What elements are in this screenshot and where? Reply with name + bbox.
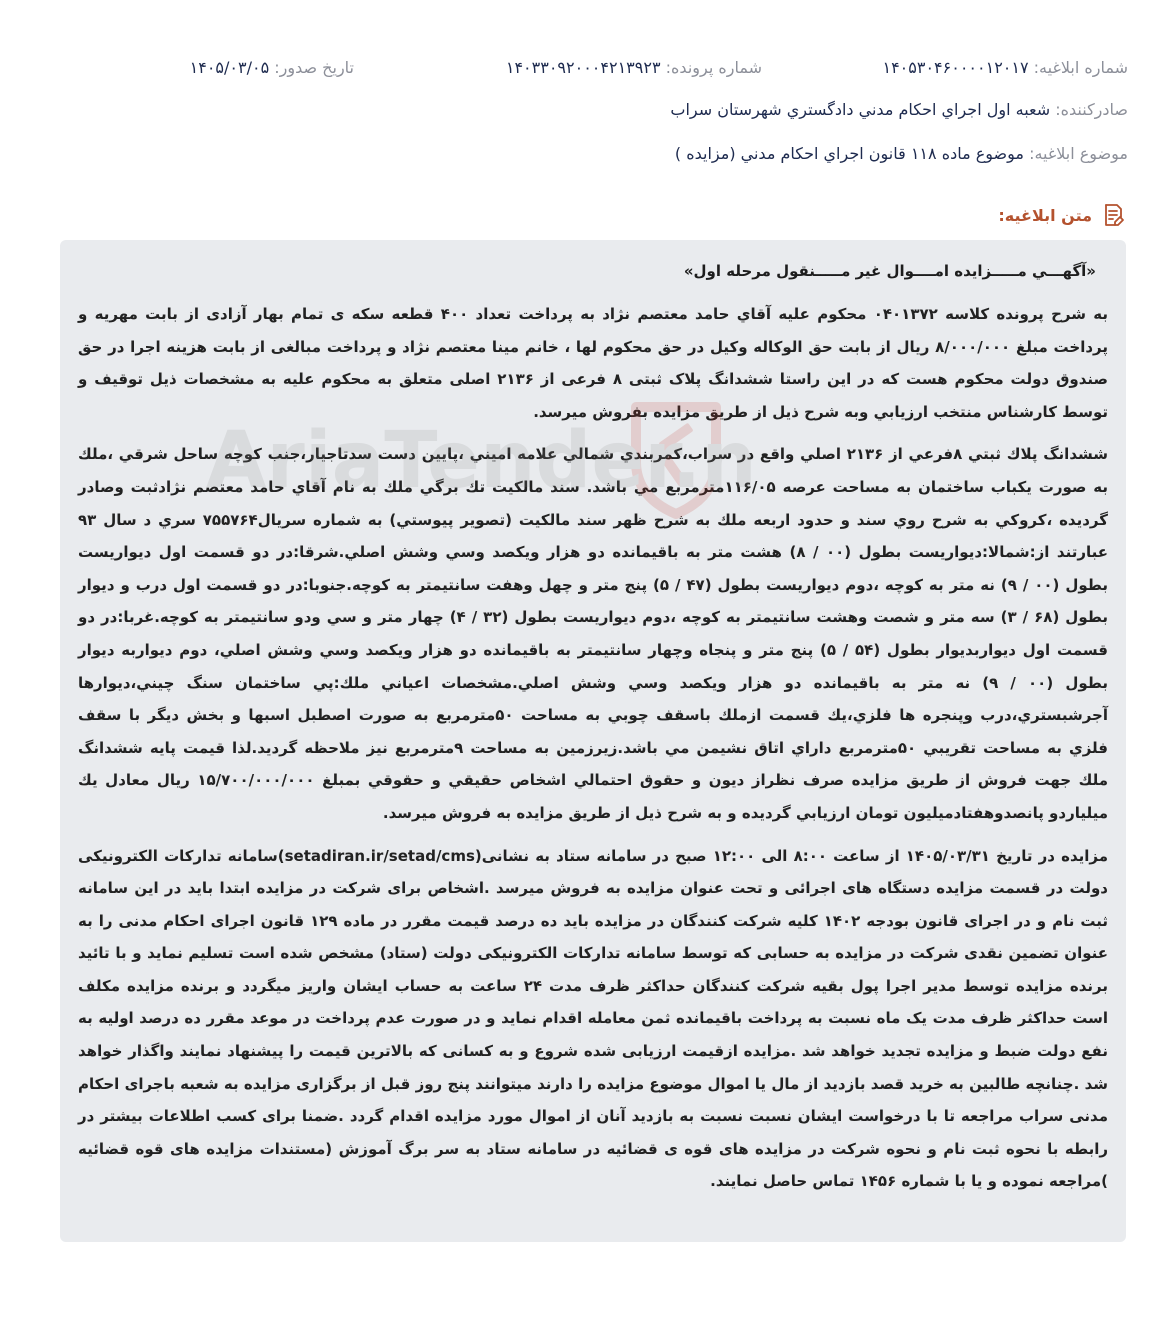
paragraph-auction-terms: مزايده در تاريخ ۱۴۰۵/۰۳/۳۱ از ساعت ۸:۰۰ الی ۱۲:۰۰ صبح در سامانه ستاد به نشانی(setadiran.ir/setad/cms)سامانه تداركات الكترونيكی دولت در قسمت مزايده دستگاه های اجرائی و تحت عنوان مزايده به فروش ميرسد .اشخاص برای شركت در مزايده ابتدا بايد در اين سامانه ثبت نام و در اجرای قانون بودجه ۱۴۰۲ كليه شركت كنندگان در مزايده بايد ده درصد قيمت مقرر در ماده ۱۲۹ قانون اجرای احكام مدنی را به عنوان تضمين نقدی شركت در مزايده به حسابی كه توسط سامانه تداركات الكترونيكی دولت (ستاد) مشخص شده است تسليم نمايد و با تائيد برنده مزايده توسط مدير اجرا پول بقيه شركت كنندگان حداكثر ظرف مدت ۲۴ ساعت به حساب ايشان واريز ميگردد و برنده مزايده مكلف است حداكثر ظرف مدت يک ماه نسبت به پرداخت باقيمانده ثمن معامله اقدام نمايد و در صورت عدم پرداخت در موعد مقرر ده درصد اوليه به نفع دولت ضبط و مزايده تجديد خواهد شد .مزايده ازقيمت ارزيابی شده شروع و به كسانی كه بالاترين قيمت را پيشنهاد نمايند واگذار خواهد شد .چنانچه طالبين به خريد قصد بازديد از مال يا اموال موضوع مزايده را دارند ميتوانند پنج روز قبل از برگزاری مزايده به شعبه باجرای احكام مدنی سراب مراجعه تا با درخواست ايشان نسبت نسبت به بازديد آنان از اموال مورد مزايده اقدام گردد .ضمنا برای كسب اطلاعات بيشتر در رابطه با نحوه ثبت نام و نحوه شركت در مزايده های قوه ی قضائيه در سامانه ستاد به سر برگ آموزش (مستندات مزايده های قوه قضائيه )مراجعه نموده و يا با شماره ۱۴۵۶ تماس حاصل نمايند. <box>78 846 1109 1191</box>
auction-ad-title: «آگهـــي مـــــزايده امــــوال غير مـــــنقول مرحله اول» <box>683 262 1096 280</box>
document-edit-icon <box>1100 202 1126 228</box>
paragraph-property: ششدانگ پلاك ثبتي ۸فرعي از ۲۱۳۶ اصلي واقع در سراب،كمربندي شمالي علامه اميني ،پايين دست سدتاجيار،جنب كوچه ساحل شرقي ،ملك به صورت يكباب ساختمان به مساحت عرصه ۱۱۶/۰۵مترمربع مي باشد. سند مالكيت تك برگي ملك به نام آقاي حامد معتصم نژادثبت وصادر گرديده ،كروكي به شرح روي سند و حدود اربعه ملك به شرح ظهر سند مالكيت (تصوير پيوستي) به شماره سريال۷۵۵۷۶۴ سري د سال ۹۳ عبارتند از:شمالا:ديواريست بطول (۰۰ / ۸) هشت متر به باقيمانده دو هزار ويكصد وسي وشش اصلي.شرقا:در دو قسمت اول ديواريست بطول (۰۰ / ۹) نه متر به كوچه ،دوم ديواريست بطول (۴۷ / ۵) پنج متر و چهل وهفت سانتيمتر به كوچه.جنوبا:در دو قسمت اول درب و ديوار بطول (۶۸ / ۳) سه متر و شصت وهشت سانتيمتر به كوچه ،دوم ديواريست بطول (۳۲ / ۴) چهار متر و سي ودو سانتيمتر به كوچه.غربا:در دو قسمت اول ديواربديوار بطول (۵۴ / ۵) پنج متر و پنجاه وچهار سانتيمتر به باقيمانده دو هزار ويكصد وسي وشش اصلي، دوم ديواربه ديوار بطول (۰۰ / ۹) نه متر به باقيمانده دو هزار ويكصد وسي وشش اصلي.مشخصات اعياني ملك:پي ساختمان سنگ چيني،ديوارها آجرشبستري،درب وپنجره ها فلزي،يك قسمت ازملك باسقف چوبي به مساحت ۵۰مترمربع به صورت اصطبل اسبها و بخش ديگر با سقف فلزي به مساحت تقريبي ۵۰مترمربع داراي اتاق نشيمن مي باشد.زيرزمين به مساحت ۹مترمربع نيز ملاحظه گرديد.لذا قيمت پايه ششدانگ ملك جهت فروش از طريق مزايده صرف نظراز ديون و حقوق احتمالي اشخاص حقيقي و حقوقي بمبلغ ۱۵/۷۰۰/۰۰۰/۰۰۰ ريال معادل يك ميلياردو پانصدوهفتادميليون تومان ارزيابي گرديده و به شرح ذيل از طريق مزايده به فروش ميرسد. <box>78 445 1109 822</box>
notice-number <box>882 58 1128 77</box>
file-number-label: شماره پرونده: <box>665 58 762 77</box>
notice-number-value: ۱۴۰۵۳۰۴۶۰۰۰۰۱۲۰۱۷ <box>882 58 1029 77</box>
issuer-row <box>40 100 1128 119</box>
notice-text-heading <box>998 202 1126 228</box>
subject-label: موضوع ابلاغیه: <box>1029 144 1128 163</box>
notice-text-title: متن ابلاغیه: <box>998 205 1092 225</box>
issue-date-label: تاریخ صدور: <box>274 58 354 77</box>
notice-number-label: شماره ابلاغیه: <box>1033 58 1128 77</box>
notice-content-box <box>60 240 1126 1242</box>
subject-row <box>40 144 1128 163</box>
issuer-label: صادرکننده: <box>1055 100 1128 119</box>
issuer-value: شعبه اول اجراي احكام مدني دادگستري شهرستان سراب <box>670 100 1051 119</box>
subject-value: موضوع ماده ۱۱۸ قانون اجراي احكام مدني (مزايده ) <box>674 144 1024 163</box>
file-number-value: ۱۴۰۳۳۰۹۲۰۰۰۴۲۱۳۹۲۳ <box>505 58 661 77</box>
notice-meta-row <box>40 58 1128 82</box>
issue-date-value: ۱۴۰۵/۰۳/۰۵ <box>189 58 270 77</box>
issue-date <box>190 58 354 77</box>
file-number <box>506 58 762 77</box>
paragraph-case: به شرح پرونده كلاسه ۰۴۰۱۳۷۲ محكوم عليه آقاي حامد معتصم نژاد به پرداخت تعداد ۴۰۰ قطعه سكه ی تمام بهار آزادی از بابت مهريه و پرداخت مبلغ ۸/۰۰۰/۰۰۰ ريال از بابت حق الوكاله وكيل در حق محكوم لها ، خانم مينا معتصم نژاد و پرداخت مبالغی از بابت هزينه اجرا در حق صندوق دولت محكوم هست كه در اين راستا ششدانگ پلاک ثبتی ۸ فرعی از ۲۱۳۶ اصلی متعلق به محكوم عليه به مشخصات ذيل توقيف و توسط كارشناس منتخب ارزيابي وبه شرح ذيل از طريق مزايده بفروش ميرسد. <box>78 305 1108 421</box>
